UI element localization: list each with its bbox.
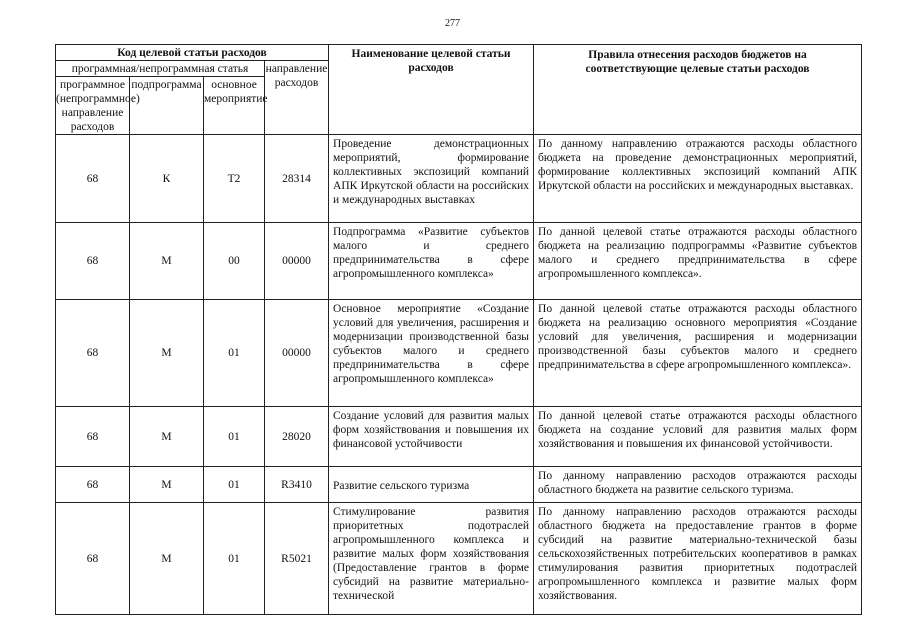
item-rule: По данной целевой статье отражаются расходы областного бюджета на создание условий для развития малых форм хозяйствования и повышения их финансовой устойчивости. [534,407,862,467]
item-rule: По данной целевой статье отражаются расходы областного бюджета на реализацию подпрограммы «Развитие субъектов малого и среднего предпринимательства в сфере агропромышленного комплекса». [534,223,862,300]
subprogram-code: М [130,467,204,503]
item-name: Проведение демонстрационных мероприятий, формирование коллективных экспозиций компаний АПК Иркутской области на российских и международных выставках [329,135,534,223]
event-code: 01 [204,467,265,503]
header-code-group: Код целевой статьи расходов [56,45,329,61]
item-name: Подпрограмма «Развитие субъектов малого и среднего предпринимательства в сфере агропромышленного комплекса» [329,223,534,300]
target-items-table [55,44,862,615]
subprogram-code: М [130,300,204,407]
header-subprogram: подпрограмма [130,77,204,135]
subprogram-code: М [130,223,204,300]
item-rule: По данному направлению расходов отражаются расходы областного бюджета на развитие сельского туризма. [534,467,862,503]
header-main-event: основное мероприятие [204,77,265,135]
item-rule: По данному направлению отражаются расходы областного бюджета на проведение демонстрационных мероприятий, формирование коллективных экспозиций компаний АПК Иркутской области на российских и международных выставках. [534,135,862,223]
page-number: 277 [445,18,460,29]
table-row [56,300,862,407]
table-row [56,135,862,223]
program-code: 68 [56,223,130,300]
item-name: Развитие сельского туризма [329,467,534,503]
item-rule: По данному направлению расходов отражаются расходы областного бюджета на предоставление грантов в форме субсидий на развитие материально-технической базы сельскохозяйственных потребительских кооперативов в рамках стимулирования развития приоритетных подотраслей агропромышленного комплекса и развитие малых форм хозяйствования. [534,503,862,615]
item-name: Стимулирование развития приоритетных подотраслей агропромышленного комплекса и развитие малых форм хозяйствования (Предоставление грантов в форме субсидий на развитие материально-технической [329,503,534,615]
item-name: Основное мероприятие «Создание условий для увеличения, расширения и модернизации производственной базы субъектов малого и среднего предпринимательства в сфере агропромышленного комплекса» [329,300,534,407]
direction-code: R5021 [265,503,329,615]
direction-code: 28314 [265,135,329,223]
direction-code: 28020 [265,407,329,467]
event-code: Т2 [204,135,265,223]
header-name-column: Наименование целевой статьи расходов [329,45,534,135]
program-code: 68 [56,407,130,467]
program-code: 68 [56,135,130,223]
header-rules-column: Правила отнесения расходов бюджетов на соответствующие целевые статьи расходов [534,45,862,135]
subprogram-code: М [130,407,204,467]
table-row [56,467,862,503]
header-program-group: программная/непрограммная статья [56,61,265,77]
item-name: Создание условий для развития малых форм хозяйствования и повышения их финансовой устойчивости [329,407,534,467]
table-row [56,407,862,467]
table-row [56,503,862,615]
direction-code: 00000 [265,223,329,300]
event-code: 01 [204,503,265,615]
direction-code: R3410 [265,467,329,503]
program-code: 68 [56,503,130,615]
subprogram-code: К [130,135,204,223]
header-program: программное (непрограммное) направление расходов [56,77,130,135]
program-code: 68 [56,300,130,407]
item-rule: По данной целевой статье отражаются расходы областного бюджета на реализацию основного мероприятия «Создание условий для увеличения, расширения и модернизации производственной базы субъектов малого и среднего предпринимательства в сфере агропромышленного комплекса». [534,300,862,407]
table-row [56,223,862,300]
event-code: 01 [204,407,265,467]
event-code: 01 [204,300,265,407]
direction-code: 00000 [265,300,329,407]
event-code: 00 [204,223,265,300]
subprogram-code: М [130,503,204,615]
header-direction: направление расходов [265,61,329,135]
program-code: 68 [56,467,130,503]
